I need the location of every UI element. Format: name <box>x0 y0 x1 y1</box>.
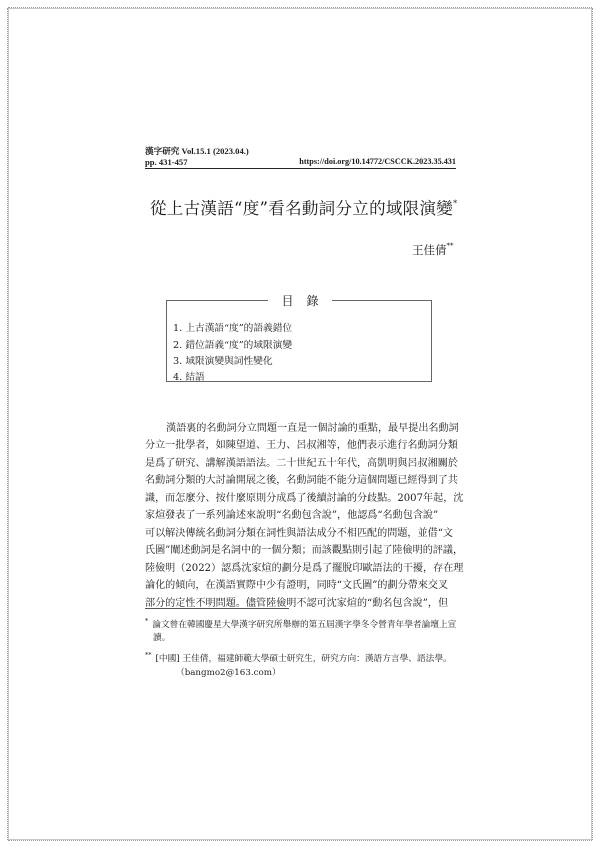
author-text: 王佳倩 <box>412 243 447 257</box>
toc-item[interactable]: 2. 錯位語義“度”的域限演變 <box>173 340 293 351</box>
toc-item[interactable]: 3. 域限演變與詞性變化 <box>173 356 273 367</box>
body-line: 是爲了研究、講解漢語語法。二十世紀五十年代，高凱明與呂叔湘關於 <box>145 458 458 469</box>
footnote-1 <box>145 617 456 630</box>
body-line: 名動詞分類的大討論開展之後，名動詞能不能分這個問題已經得到了共 <box>145 475 458 486</box>
footnote-rule <box>145 608 289 609</box>
body-line: 家煊發表了一系列論述來說明“名動包含說”，他認爲“名動包含說” <box>145 510 439 521</box>
paper-title <box>150 195 457 219</box>
header-rule <box>145 168 456 169</box>
body-line: 分立一批學者，如陳望道、王力、呂叔湘等，他們表示進行名動詞分類 <box>145 440 458 451</box>
body-line: 論化的傾向，在漢語實際中少有證明，同時“文氏圖”的劃分帶來交叉 <box>145 580 449 591</box>
doi-link[interactable]: https://doi.org/10.14772/CSCCK.2023.35.431 <box>299 157 456 166</box>
body-line: 陸儉明（2022）認爲沈家煊的劃分是爲了擺脫印歐語法的干擾，存在理 <box>145 563 464 574</box>
author-email[interactable]: （bangmo2@163.com） <box>176 668 281 678</box>
toc-item[interactable]: 1. 上古漢語“度”的語義錯位 <box>173 323 293 334</box>
body-line: 部分的定性不明問題。儘管陸儉明不認可沈家煊的“動名包含說”，但 <box>145 598 449 609</box>
footnote-text: [中國] 王佳倩，福建師範大學碩士研究生，研究方向：漢語方言學、語法學。 <box>155 654 452 664</box>
author-footnote-mark: ** <box>446 242 454 250</box>
footnote-2 <box>145 651 452 664</box>
title-text: 從上古漢語“度”看名動詞分立的域限演變 <box>150 199 454 218</box>
body-line: 漢語裏的名動詞分立問題一直是一個討論的重點，最早提出名動詞 <box>166 423 459 434</box>
page-range: pp. 431-457 <box>145 157 188 167</box>
journal-info: 漢字研究 Vol.15.1 (2023.04.) <box>145 146 249 156</box>
body-line: 識，而怎麼分、按什麼原則分成爲了後續討論的分歧點。2007年起，沈 <box>145 493 464 504</box>
body-line: 可以解決傳統名動詞分類在詞性與語法成分不相匹配的問題，並借“文 <box>145 528 453 539</box>
title-footnote-mark: * <box>453 199 458 208</box>
footnote-mark: ** <box>145 651 152 659</box>
toc-item[interactable]: 4. 結語 <box>173 372 205 383</box>
footnote-mark: * <box>145 617 149 625</box>
footnote-text: 論文曾在韓國慶星大學漢字研究所舉辦的第五屆漢字學冬令營青年學者論壇上宣 <box>152 620 457 630</box>
author-name <box>412 242 454 258</box>
toc-heading: 目錄 <box>268 292 332 309</box>
footnote-1-continued: 讀。 <box>153 633 171 643</box>
body-line: 氏圖”闡述動詞是名詞中的一個分類；而該觀點則引起了陸儉明的評議， <box>145 545 464 556</box>
